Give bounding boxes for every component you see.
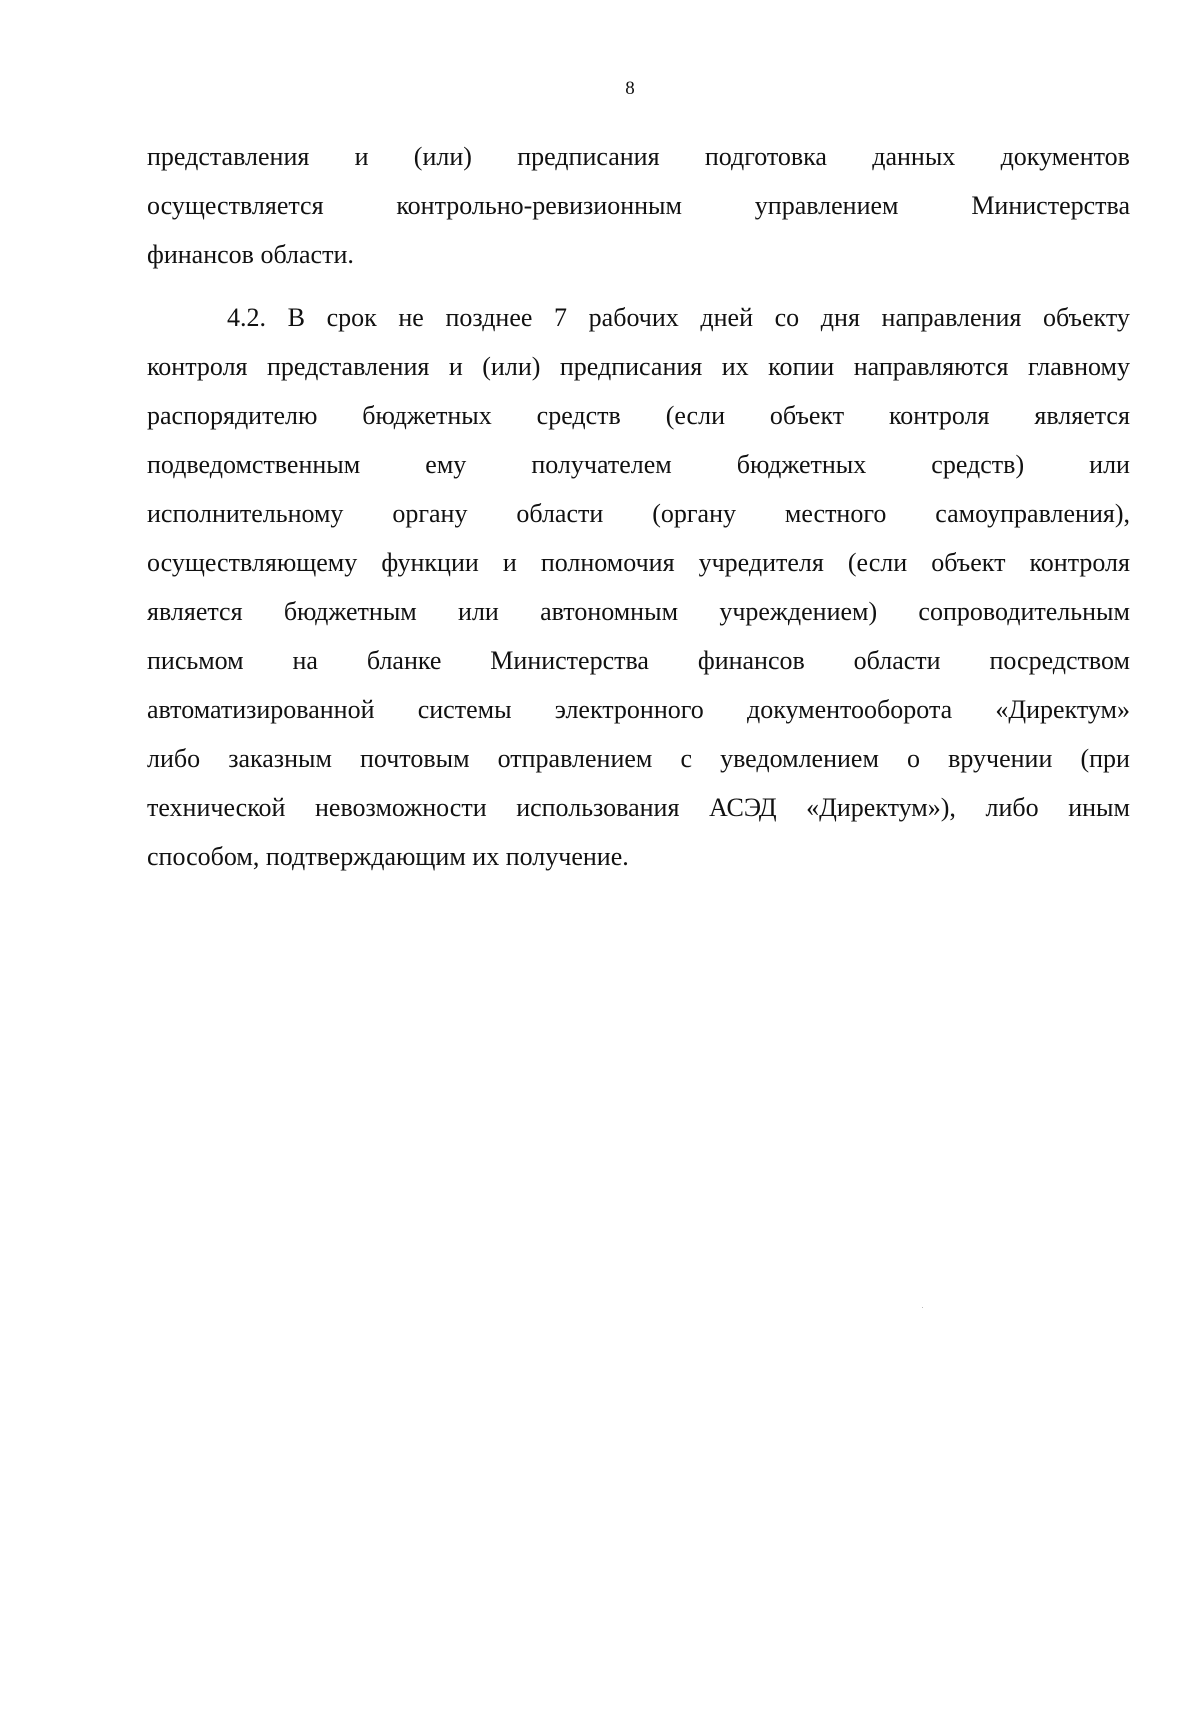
text-word: подготовка (704, 142, 827, 171)
page-number: 8 (625, 78, 635, 99)
text-word: (при (1080, 744, 1130, 773)
text-line (147, 636, 1130, 685)
text-word: срок (326, 303, 377, 332)
text-word: объект (769, 401, 845, 430)
text-line (147, 685, 1130, 734)
text-word: посредством (989, 646, 1130, 675)
text-word: главному (1027, 352, 1130, 381)
text-line (147, 489, 1130, 538)
text-word: самоуправления), (935, 499, 1130, 528)
text-word: (органу (652, 499, 736, 528)
text-word: В (287, 303, 305, 332)
text-word: бюджетных (362, 401, 492, 430)
text-word: средств (536, 401, 621, 430)
text-word: объекту (1042, 303, 1130, 332)
text-word: является (147, 597, 243, 626)
text-word: Министерства (971, 191, 1130, 220)
text-word: письмом (147, 646, 244, 675)
text-word: системы (417, 695, 512, 724)
text-word: невозможности (315, 793, 487, 822)
text-word: и (354, 142, 369, 171)
continued-paragraph (147, 132, 1130, 279)
text-word: управлением (754, 191, 899, 220)
text-word: и (502, 548, 517, 577)
text-line: способом, подтверждающим их получение. (147, 842, 629, 871)
paragraph-4-2 (147, 293, 1130, 881)
text-word: 4.2. (227, 303, 266, 332)
text-word: не (398, 303, 424, 332)
text-word: функции (381, 548, 479, 577)
text-word: области (516, 499, 604, 528)
text-word: с (680, 744, 692, 773)
text-word: вручении (948, 744, 1053, 773)
text-line (147, 293, 1130, 342)
text-word: автоматизированной (147, 695, 375, 724)
text-line: финансов области. (147, 240, 354, 269)
text-word: или (458, 597, 499, 626)
text-word: осуществляется (147, 191, 324, 220)
text-word: электронного (554, 695, 704, 724)
text-word: 7 (554, 303, 568, 332)
text-word: иным (1068, 793, 1130, 822)
text-word: заказным (228, 744, 332, 773)
text-word: финансов (697, 646, 805, 675)
text-word: осуществляющему (147, 548, 358, 577)
text-word: почтовым (359, 744, 470, 773)
text-word: распорядителю (147, 401, 318, 430)
text-word: бюджетным (283, 597, 417, 626)
text-word: представления (147, 142, 310, 171)
text-word: (если (847, 548, 908, 577)
text-word: исполнительному (147, 499, 344, 528)
text-word: учреждением) (719, 597, 878, 626)
text-word: предписания (559, 352, 703, 381)
text-word: документов (1000, 142, 1130, 171)
text-word: контроля (147, 352, 248, 381)
text-word: «Директум» (995, 695, 1130, 724)
text-word: местного (784, 499, 887, 528)
text-word: предписания (517, 142, 660, 171)
text-line (147, 391, 1130, 440)
text-word: дня (820, 303, 860, 332)
paragraph-gap (147, 279, 1130, 293)
text-word: технической (147, 793, 286, 822)
text-word: (если (665, 401, 725, 430)
text-word: «Директум»), (806, 793, 956, 822)
text-word: представления (267, 352, 430, 381)
text-word: области (853, 646, 941, 675)
text-line (147, 132, 1130, 181)
text-word: (или) (413, 142, 472, 171)
text-word: или (1089, 450, 1130, 479)
text-word: уведомлением (720, 744, 879, 773)
text-word: дней (700, 303, 753, 332)
text-word: подведомственным (147, 450, 361, 479)
text-line (147, 587, 1130, 636)
text-word: копии (768, 352, 835, 381)
text-word: направляются (853, 352, 1009, 381)
text-word: ему (425, 450, 467, 479)
text-word: и (448, 352, 463, 381)
text-line (147, 342, 1130, 391)
text-line (147, 538, 1130, 587)
text-word: АСЭД (709, 793, 777, 822)
text-word: средств) (931, 450, 1025, 479)
text-word: данных (872, 142, 956, 171)
text-word: либо (985, 793, 1039, 822)
text-word: документооборота (746, 695, 953, 724)
text-word: бланке (366, 646, 442, 675)
text-word: автономным (540, 597, 679, 626)
text-word: позднее (445, 303, 533, 332)
text-word: Министерства (490, 646, 649, 675)
text-word: контроля (1029, 548, 1130, 577)
text-word: со (774, 303, 800, 332)
text-word: рабочих (588, 303, 679, 332)
text-word: использования (516, 793, 680, 822)
text-word: отправлением (497, 744, 653, 773)
text-word: сопроводительным (918, 597, 1130, 626)
text-word: либо (147, 744, 201, 773)
text-word: на (292, 646, 318, 675)
text-line (147, 734, 1130, 783)
text-word: получателем (531, 450, 672, 479)
text-word: органу (392, 499, 468, 528)
document-body (147, 132, 1130, 881)
text-line (147, 181, 1130, 230)
text-word: направления (881, 303, 1022, 332)
text-word: о (906, 744, 920, 773)
text-word: является (1034, 401, 1130, 430)
text-word: (или) (482, 352, 541, 381)
text-word: бюджетных (736, 450, 867, 479)
text-word: учредителя (698, 548, 824, 577)
text-word: их (721, 352, 749, 381)
text-line (147, 783, 1130, 832)
text-word: полномочия (540, 548, 675, 577)
text-word: контроля (888, 401, 990, 430)
text-word: объект (931, 548, 1006, 577)
scan-speck (922, 1307, 923, 1308)
text-word: контрольно-ревизионным (396, 191, 682, 220)
text-line (147, 440, 1130, 489)
